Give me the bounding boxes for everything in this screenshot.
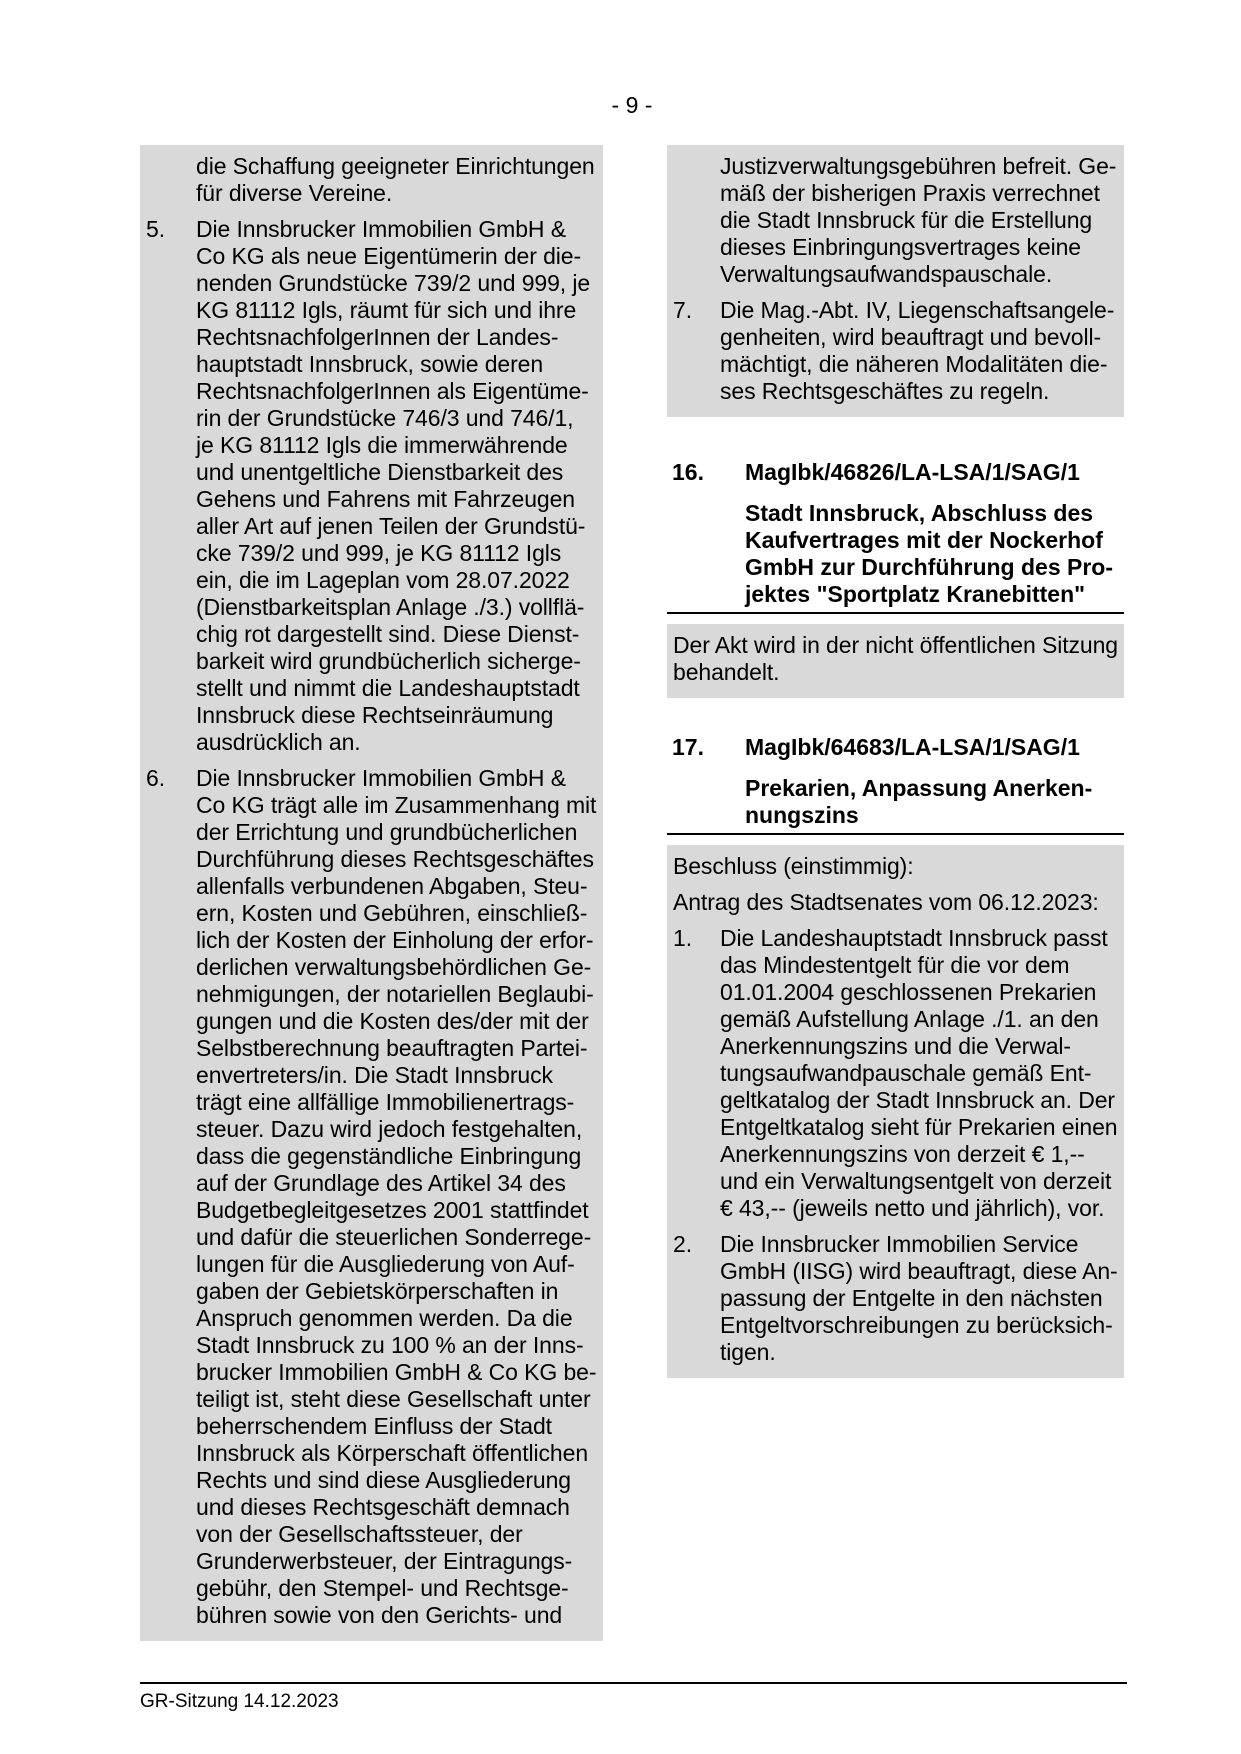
item-text: Die Mag.-Abt. IV, Liegenschaftsangele- genheiten, wird beauftragt und bevoll- mächtigt, die näheren Modalitäten die- ses Rechtsgeschäftes zu regeln. — [720, 297, 1115, 404]
item-number: 6. — [146, 765, 165, 791]
list-item-5 — [140, 216, 603, 756]
agenda-item-number: 17. — [672, 734, 704, 760]
item-number: 1. — [673, 925, 692, 951]
decision-note — [667, 632, 1124, 686]
paragraph-text: Antrag des Stadtsenates vom 06.12.2023: — [673, 889, 1099, 915]
agenda-item-code: MagIbk/64683/LA-LSA/1/SAG/1 — [745, 734, 1080, 760]
heading-rule — [667, 612, 1124, 614]
list-item-7 — [667, 297, 1124, 405]
page-footer — [140, 1682, 1127, 1713]
paragraph-text: Justizverwaltungsgebühren befreit. Ge- mäß der bisherigen Praxis verrechnet die Stadt Innsbruck für die Erstellung dieses Einbringungsvertrages keine Verwaltungsaufwandspauschale. — [720, 153, 1117, 287]
item-text: Die Innsbrucker Immobilien Service GmbH (IISG) wird beauftragt, diese An- passung der Entgelte in den nächsten Entgeltvorschreibungen zu berücksich- tigen. — [720, 1231, 1118, 1365]
motion-reference — [667, 889, 1124, 916]
paragraph-text: Beschluss (einstimmig): — [673, 853, 914, 879]
paragraph-text: Der Akt wird in der nicht öffentlichen Sitzung behandelt. — [673, 632, 1118, 685]
agenda-item-17-title — [667, 775, 1124, 829]
right-column — [667, 145, 1124, 1378]
agenda-title-text: Prekarien, Anpassung Anerken- nungszins — [745, 775, 1093, 828]
item-number: 7. — [673, 297, 692, 323]
left-highlight-block — [140, 145, 603, 1641]
agenda-item-number: 16. — [672, 459, 704, 485]
footer-text: GR-Sitzung 14.12.2023 — [140, 1691, 339, 1712]
item-number: 2. — [673, 1231, 692, 1257]
agenda-item-17-heading — [667, 734, 1124, 761]
item-text: Die Innsbrucker Immobilien GmbH & Co KG als neue Eigentümerin der die- nenden Grundstücke 739/2 und 999, je KG 81112 Igls, räumt für sich und ihre RechtsnachfolgerInnen der Landes- hauptstadt Innsbruck, sowie deren RechtsnachfolgerInnen als Eigentüme- rin der Grundstücke 746/3 und 746/1, je KG 81112 Igls die immerwährende und unentgeltliche Dienstbarkeit des Gehens und Fahrens mit Fahrzeugen aller Art auf jenen Teilen der Grundstü- cke 739/2 und 999, je KG 81112 Igls ein, die im Lageplan vom 28.07.2022 (Dienstbarkeitsplan Anlage ./3.) vollflä- chig rot dargestellt sind. Diese Dienst- barkeit wird grundbücherlich sicherge- stellt und nimmt die Landeshauptstadt Innsbruck diese Rechtseinräumung ausdrücklich an. — [196, 216, 591, 755]
page-number: - 9 - — [611, 92, 653, 118]
resolution-label — [667, 853, 1124, 880]
paragraph-text: die Schaffung geeigneter Einrichtungen für diverse Vereine. — [196, 153, 595, 206]
agenda-item-16 — [667, 459, 1124, 698]
resolution-item-2 — [667, 1231, 1124, 1366]
continuation-paragraph — [140, 153, 603, 207]
item-text: Die Innsbrucker Immobilien GmbH & Co KG trägt alle im Zusammenhang mit der Errichtung und grundbücherlichen Durchführung dieses Rechtsgeschäftes allenfalls verbundenen Abgaben, Steu- ern, Kosten und Gebühren, einschließ- lich der Kosten der Einholung der erfor- derlichen verwaltungsbehördlichen Ge- nehmigungen, der notariellen Beglaubi- gungen und die Kosten des/der mit der Selbstberechnung beauftragten Partei- envertreters/in. Die Stadt Innsbruck trägt eine allfällige Immobilienertrags- steuer. Dazu wird jedoch festgehalten, dass die gegenständliche Einbringung auf der Grundlage des Artikel 34 des Budgetbegleitgesetzes 2001 stattfindet und dafür die steuerlichen Sonderrege- lungen für die Ausgliederung von Auf- gaben der Gebietskörperschaften in Anspruch genommen werden. Da die Stadt Innsbruck zu 100 % an der Inns- brucker Immobilien GmbH & Co KG be- teiligt ist, steht diese Gesellschaft unter beherrschendem Einfluss der Stadt Innsbruck als Körperschaft öffentlichen Rechts und sind diese Ausgliederung und dieses Rechtsgeschäft demnach von der Gesellschaftssteuer, der Grunderwerbsteuer, der Eintragungs- gebühr, den Stempel- und Rechtsge- bühren sowie von den Gerichts- und — [196, 765, 597, 1628]
heading-rule — [667, 833, 1124, 835]
item-text: Die Landeshauptstadt Innsbruck passt das Mindestentgelt für die vor dem 01.01.2004 geschlossenen Prekarien gemäß Aufstellung Anlage ./1. an den Anerkennungszins und die Verwal- tungsaufwandpauschale gemäß Ent- geltkatalog der Stadt Innsbruck an. Der Entgeltkatalog sieht für Prekarien einen Anerkennungszins von derzeit € 1,-- und ein Verwaltungsentgelt von derzeit € 43,-- (jeweils netto und jährlich), vor. — [720, 925, 1118, 1221]
right-highlight-block — [667, 145, 1124, 417]
item-number: 5. — [146, 216, 165, 242]
agenda-title-text: Stadt Innsbruck, Abschluss des Kaufvertrages mit der Nockerhof GmbH zur Durchführung des Pro- jektes "Sportplatz Kranebitten" — [745, 500, 1113, 607]
resolution-item-1 — [667, 925, 1124, 1222]
agenda-item-16-heading — [667, 459, 1124, 486]
agenda-item-16-title — [667, 500, 1124, 608]
agenda-item-17 — [667, 734, 1124, 1378]
decision-note-block — [667, 624, 1124, 698]
list-item-6 — [140, 765, 603, 1629]
resolution-block — [667, 845, 1124, 1378]
agenda-item-code: MagIbk/46826/LA-LSA/1/SAG/1 — [745, 459, 1080, 485]
left-column — [140, 145, 603, 1641]
continuation-paragraph — [667, 153, 1124, 288]
